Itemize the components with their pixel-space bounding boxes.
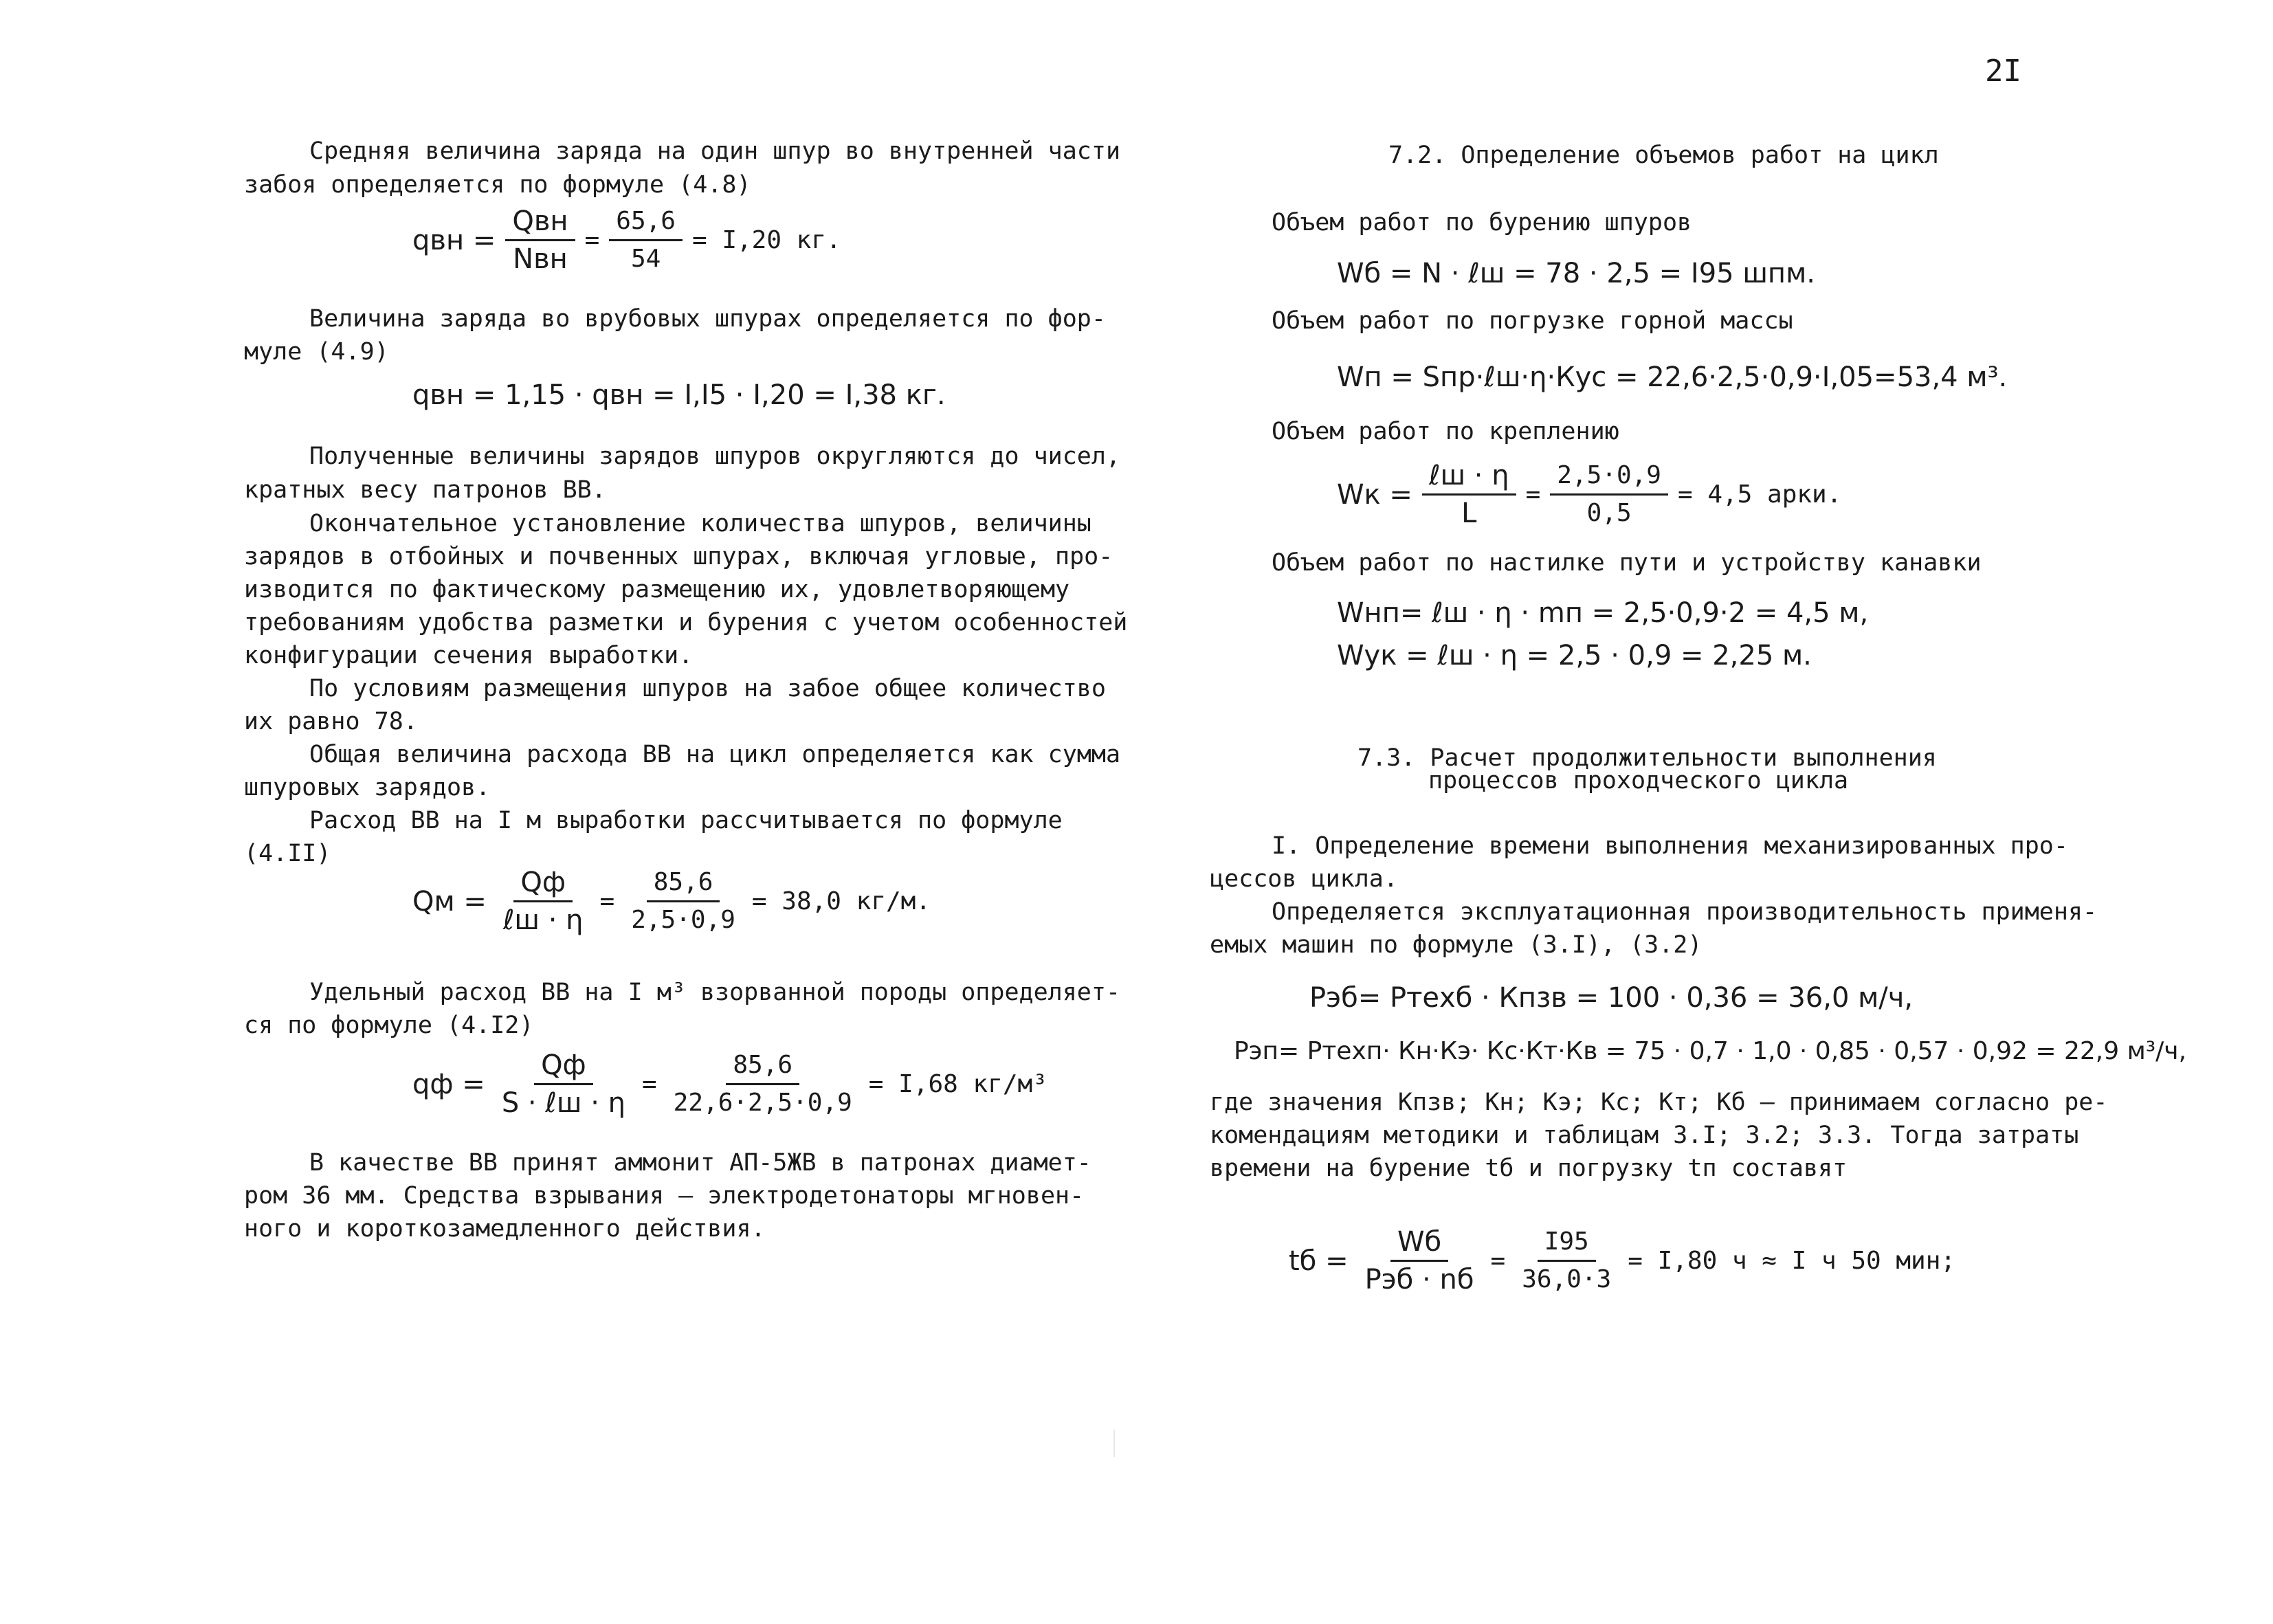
paragraph-line: их равно 78. <box>244 708 418 735</box>
paragraph-line: Объем работ по настилке пути и устройству канавки <box>1272 549 1982 577</box>
formula-pe-b <box>1309 983 1913 1013</box>
paragraph-line: цессов цикла. <box>1210 865 1398 893</box>
paragraph-line: Объем работ по бурению шпуров <box>1272 209 1692 236</box>
paragraph-line: где значения Кпзв; Кн; Кэ; Кс; Кт; Кб – принимаем согласно ре- <box>1210 1089 2108 1116</box>
paragraph-line: ром 36 мм. Средства взрывания – электродетонаторы мгновен- <box>244 1182 1085 1210</box>
formula-wp <box>1337 362 2007 392</box>
page-number: 2I <box>1985 54 2021 89</box>
fraction-numerator: 85,6 <box>726 1050 799 1085</box>
paragraph-line: Полученные величины зарядов шпуров округляются до чисел, <box>309 443 1121 470</box>
fraction-denominator: Nвн <box>513 243 568 275</box>
fraction-denominator: L <box>1461 498 1477 529</box>
paragraph-line: I. Определение времени выполнения механизированных про- <box>1272 832 2068 860</box>
paragraph-line: Величина заряда во врубовых шпурах определяется по фор- <box>309 305 1106 333</box>
formula-qm: Qм = $\frac{Qф}{\text{ℓш · η}}$ = $\frac{85,6}{2,5\cdot 0,9}$ = 38,0 кг/м. <box>412 867 931 936</box>
fraction-numerator: 2,5·0,9 <box>1550 460 1668 496</box>
fraction-denominator: S · ℓш · η <box>501 1087 625 1119</box>
section-heading: 7.3. Расчет продолжительности выполнения <box>1357 744 1937 772</box>
formula-result: = I,68 кг/м³ <box>868 1069 1047 1098</box>
paragraph-line: В качестве ВВ принят аммонит АП-5ЖВ в патронах диамет- <box>309 1149 1091 1177</box>
section-heading: процессов проходческого цикла <box>1428 767 1849 794</box>
formula-wk: Wк = $\frac{\text{ℓш · η}}{L}$ = $\frac{2,5\cdot 0,9}{0,5}$ = 4,5 арки. <box>1337 460 1842 529</box>
fraction-denominator: 54 <box>630 245 661 273</box>
paragraph-line: изводится по фактическому размещению их, удовлетворяющему <box>244 576 1070 603</box>
formula-qvn-cut <box>412 380 946 410</box>
formula-lhs: tб = <box>1289 1245 1349 1277</box>
formula-lhs: qвн = <box>412 224 496 256</box>
paragraph-line: По условиям размещения шпуров на забое общее количество <box>309 675 1106 702</box>
formula-text: Wук = ℓш · η = 2,5 · 0,9 = 2,25 м. <box>1337 640 1812 671</box>
formula-wnp <box>1337 598 1868 628</box>
formula-result: = 38,0 кг/м. <box>751 887 931 915</box>
formula-lhs: Wк = <box>1337 478 1412 511</box>
formula-result: = 4,5 арки. <box>1677 480 1842 509</box>
paragraph-line: времени на бурение tб и погрузку tп составят <box>1210 1155 1848 1182</box>
formula-qvn: qвн = $\frac{\text{Qвн}}{\text{Nвн}}$ = $\frac{65,6}{54}$ = I,20 кг. <box>412 205 841 275</box>
formula-tb: tб = $\frac{Wб}{\text{Pэб · nб}}$ = $\frac{I95}{36,0\cdot 3}$ = I,80 ч ≈ I ч 50 мин; <box>1289 1226 1956 1295</box>
paragraph-line: требованиям удобства разметки и бурения с учетом особенностей <box>244 609 1128 636</box>
formula-text: Pэб= Pтехб · Кпзв = 100 · 0,36 = 36,0 м/ч, <box>1309 982 1914 1014</box>
fraction-denominator: 2,5·0,9 <box>631 906 735 934</box>
formula-qf: qф = $\frac{Qф}{\text{S · ℓш · η}}$ = $\frac{85,6}{22,6\cdot 2,5\cdot 0,9}$ = I,68 кг/м³ <box>412 1049 1047 1119</box>
formula-text: Wнп= ℓш · η · mп = 2,5·0,9·2 = 4,5 м, <box>1337 597 1869 629</box>
fraction-numerator: Qф <box>513 867 573 902</box>
formula-result: = I,80 ч ≈ I ч 50 мин; <box>1628 1246 1956 1275</box>
formula-wuk <box>1337 641 1812 671</box>
formula-text: Wб = N · ℓш = 78 · 2,5 = I95 шпм. <box>1337 258 1815 289</box>
fraction-numerator: I95 <box>1538 1227 1596 1262</box>
paragraph-line: муле (4.9) <box>244 338 389 366</box>
formula-result: = I,20 кг. <box>691 225 841 254</box>
paragraph-line: комендациям методики и таблицам 3.I; 3.2; 3.3. Тогда затраты <box>1210 1122 2079 1149</box>
section-heading: 7.2. Определение объемов работ на цикл <box>1388 142 1939 169</box>
paragraph-line: Объем работ по креплению <box>1272 418 1619 445</box>
paragraph-line: емых машин по формуле (3.I), (3.2) <box>1210 931 1703 959</box>
fraction-denominator: 22,6·2,5·0,9 <box>673 1089 852 1117</box>
fraction-numerator: Qф <box>534 1050 593 1085</box>
paragraph-line: шпуровых зарядов. <box>244 774 491 801</box>
fraction-numerator: 65,6 <box>609 206 683 241</box>
page-fold-mark <box>1113 1430 1115 1457</box>
formula-lhs: qф = <box>412 1068 485 1100</box>
formula-text: qвн = 1,15 · qвн = I,I5 · I,20 = I,38 кг. <box>412 379 946 411</box>
paragraph-line: Расход ВВ на I м выработки рассчитывается по формуле <box>309 807 1063 834</box>
paragraph-line: ся по формуле (4.I2) <box>244 1012 534 1039</box>
fraction-denominator: Pэб · nб <box>1364 1264 1474 1295</box>
paragraph-line: Окончательное установление количества шпуров, величины <box>309 510 1091 537</box>
fraction-denominator: 0,5 <box>1586 499 1632 527</box>
formula-lhs: Qм = <box>412 885 487 917</box>
paragraph-line: ного и короткозамедленного действия. <box>244 1215 766 1243</box>
paragraph-line: Средняя величина заряда на один шпур во внутренней части <box>309 137 1121 165</box>
paragraph-line: забоя определяется по формуле (4.8) <box>244 171 751 199</box>
fraction-numerator: ℓш · η <box>1422 460 1516 496</box>
fraction-denominator: 36,0·3 <box>1522 1265 1612 1293</box>
formula-text: Pэп= Pтехп· Кн·Кэ· Кс·Кт·Кв = 75 · 0,7 · 1,0 · 0,85 · 0,57 · 0,92 = 22,9 м³/ч, <box>1234 1037 2187 1065</box>
paragraph-line: Определяется эксплуатационная производительность применя- <box>1272 898 2098 926</box>
paragraph-line: Объем работ по погрузке горной массы <box>1272 307 1793 335</box>
fraction-numerator: Wб <box>1390 1227 1448 1262</box>
fraction-numerator: 85,6 <box>647 867 720 902</box>
paragraph-line: конфигурации сечения выработки. <box>244 642 694 669</box>
formula-pe-p <box>1234 1036 2186 1067</box>
paragraph-line: Удельный расход ВВ на I м³ взорванной породы определяет- <box>309 979 1121 1006</box>
formula-text: Wп = Sпр·ℓш·η·Кус = 22,6·2,5·0,9·I,05=53,4 м³. <box>1337 361 2008 393</box>
fraction-denominator: ℓш · η <box>502 904 584 936</box>
paragraph-line: Общая величина расхода ВВ на цикл определяется как сумма <box>309 741 1121 768</box>
paragraph-line: зарядов в отбойных и почвенных шпурах, включая угловые, про- <box>244 543 1113 570</box>
formula-wb <box>1337 258 1815 289</box>
paragraph-line: кратных весу патронов ВВ. <box>244 476 606 504</box>
paragraph-line: (4.II) <box>244 840 331 867</box>
fraction-numerator: Qвн <box>505 206 575 241</box>
